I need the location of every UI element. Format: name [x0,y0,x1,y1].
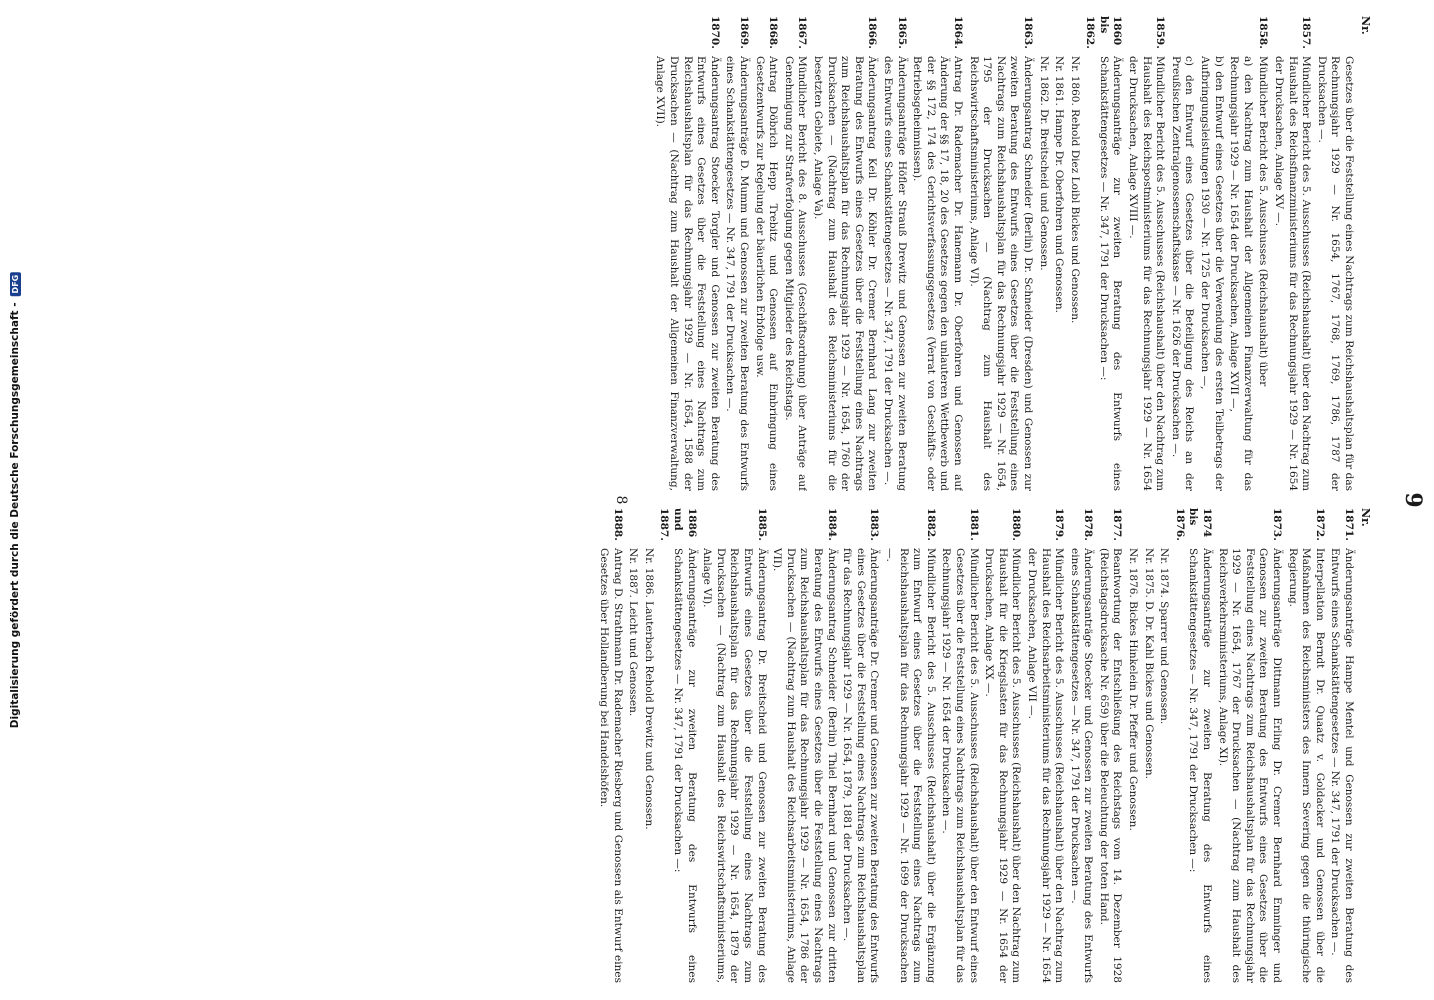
document-entry [1197,16,1224,491]
entry-text: Änderungsanträge Dittmann Erling Dr. Cremer Bernhard Emminger und Genossen zur zweiten Beratung des Entwurfs eines Gesetzes über die Feststellung eines Nachtrags zum Reichshaushaltsplan für das Rechnungsjahr 1929 — Nr. 1654, 1767 der Drucksachen — (Nachtrag zum Haushalt des Reichsverkehrsministeriums, Anlage XI). [1216,548,1284,983]
entry-text: Nr. 1886. Lauterbach Rehold Drewitz und Genossen. [642,548,655,830]
entry-text: Nr. 1862. Dr. Breitscheid und Genossen. [1037,56,1050,271]
entry-text: Änderungsanträge Dr. Cremer und Genossen zur zweiten Beratung des Entwurfs eines Gesetzes über die Feststellung eines Nachtrags zum Reichshaushaltsplan für das Rechnungsjahr 1929 — Nr. 1654, 1879, 1881 der Drucksachen —. [841,548,881,983]
entry-number: 1881. [967,508,980,541]
entry-text: Mündlicher Bericht des 5. Ausschusses (Reichshaushalt) über den Nachtrag zum Haushalt des Reichsarbeitsministeriums für das Rechnungsjahr 1929 — Nr. 1654 der Drucksachen, Anlage VII —. [1025,548,1066,983]
document-entry [939,508,980,983]
entry-text: Änderungsanträge zur zweiten Beratung des Entwurfs eines Schankstättengesetzes — Nr. 347, 1791 der Drucksachen —: [672,548,698,983]
entry-number: 1868. [767,16,780,49]
document-entry [1024,508,1065,983]
document-entry [653,16,721,491]
entry-text: Gesetzes über die Feststellung eines Nachtrags zum Reichshaushaltsplan für das Rechnungsjahr 1929 — Nr. 1654, 1767, 1768, 1769, 1786, 1787 der Drucksachen —. [1315,56,1355,491]
entry-text: Änderungsantrag Schneider (Berlin) Dr. Schneider (Dresden) und Genossen zur zweiten Beratung des Entwurfs eines Gesetzes über die Feststellung eines Nachtrags zum Reichshaushaltsplan für das Rechnungsjahr 1929 — Nr. 1654, 1795 der Drucksachen — (Nachtrag zum Haushalt des Reichswirtschaftsministeriums, Anlage VI). [967,56,1034,491]
entry-number: 1878. [1082,508,1095,541]
entry-number: 1880. [1010,508,1023,541]
document-entry [1096,508,1123,983]
entry-text: Interpellation Berndt Dr. Quaatz v. Goldacker und Genossen über die Maßnahmen des Reichsministers des Innern Severing gegen die thüringische Regierung. [1286,548,1326,983]
document-entry [1083,16,1124,491]
document-entry [1256,16,1270,491]
entry-text: Änderungsantrag Dr. Breitscheid und Genossen zur zweiten Beratung des Entwurfs eines Gesetzes über die Feststellung eines Nachtrags zum Reichshaushaltsplan für das Rechnungsjahr 1929 — Nr. 1654, 1879 der Drucksachen — (Nachtrag zum Haushalt des Reichswirtschaftsministeriums, Anlage VI). [701,548,768,983]
entry-text: Änderungsanträge Stoecker und Genossen zur zweiten Beratung des Entwurfs eines Schankstättengesetzes — Nr. 347, 1791 der Drucksachen —. [1068,548,1095,983]
entry-text: Mündlicher Bericht des 5. Ausschusses (Reichshaushalt) über den Entwurf eines Gesetzes über die Feststellung eines Nachtrags zum Reichshaushaltsplan für das Rechnungsjahr 1929 — Nr. 1654 der Drucksachen —. [940,548,980,983]
document-entry [1285,508,1326,983]
document-entry [882,508,936,983]
entry-number: 1874 bis 1876. [1173,508,1214,541]
entry-number: 1858. [1257,16,1270,49]
entry-text: c) den Entwurf eines Gesetzes über die Beteiligung des Reichs an der Preußischen Zentralgenossenschaftskasse — Nr. 1626 der Drucksachen —. [1169,56,1196,491]
entry-text: Antrag D. Strathmann Dr. Rademacher Riesberg und Genossen als Entwurf eines Gesetzes über Hollandberung bei Handelshöfen. [598,548,624,983]
digitization-note-text [9,272,21,728]
entry-text: Nr. 1860. Rehold Diez Loibl Bickes und Genossen. [1068,56,1081,324]
document-entry [982,508,1023,983]
document-entry [1052,16,1066,491]
entry-text: Änderungsantrag Keil Dr. Köhler Dr. Cremer Bernhard Lang zur zweiten Beratung des Entwurfs eines Gesetzes über die Feststellung eines Nachtrags zum Reichshaushaltsplan für das Rechnungsjahr 1929 — Nr. 1654, 1760 der Drucksachen — (Nachtrag zum Haushalt des Reichsministeriums für die besetzten Gebiete, Anlage Va). [812,56,879,491]
entry-number: 1870. [708,16,721,49]
entry-text: Änderungsanträge Höfler Strauß Drewitz und Genossen zur zweiten Beratung des Entwurfs eines Schankstättengesetzes — Nr. 347, 1791 der Drucksachen —. [882,56,908,491]
left-column [582,16,1372,491]
document-entry [1168,16,1195,491]
document-entry [1067,16,1081,491]
column-header: Nr. [1359,16,1372,35]
entry-number: 1884. [825,508,838,541]
document-entry [840,508,881,983]
document-entry [1036,16,1050,491]
entry-number: 1871. [1343,508,1355,541]
document-entry [781,16,808,491]
funding-statement: Digitalisierung gefördert durch die Deutsche Forschungsgemeinschaft - [9,302,21,729]
document-entry [1314,16,1355,491]
document-entry [1067,508,1094,983]
entry-text: Nr. 1887. Leicht und Genossen. [627,548,640,717]
document-entry [1215,508,1283,983]
entry-text: Änderungsanträge D. Mumm und Genossen zur zweiten Beratung des Entwurfs eines Schankstättengesetzes — Nr. 347, 1791 der Drucksachen —. [724,56,751,491]
entry-text: Mündlicher Bericht des 8. Ausschusses (Geschäftsordnung) über Anträge auf Genehmigung zur Strafverfolgung gegen Mitglieder des Reichstags. [782,56,809,491]
entry-number: 1886 und 1887. [658,508,698,541]
entry-text: Mündlicher Bericht des 5. Ausschusses (Reichshaushalt) über den Nachtrag zum Haushalt des Reichsfinanzministeriums für das Rechnungsjahr 1929 — Nr. 1654 der Drucksachen, Anlage XV —. [1273,56,1313,491]
entry-number: 1882. [924,508,937,541]
entry-number: 1859. [1154,16,1167,49]
entry-text: Nr. 1875. D. Dr. Kahl Bickes und Genossen. [1142,548,1155,779]
entry-number: 1888. [611,508,624,541]
document-entry [880,16,907,491]
document-entry [1126,16,1167,491]
footer-page-number: 8 [613,495,629,505]
entry-number: 1883. [868,508,881,541]
entry-number: 1873. [1271,508,1284,541]
entry-number: 1879. [1053,508,1066,541]
entry-number: 1877. [1111,508,1124,541]
document-entry [1271,16,1312,491]
entry-text: Änderungsanträge zur zweiten Beratung des Entwurfs eines Schankstättengesetzes — Nr. 347, 1791 der Drucksachen —: [1187,548,1214,983]
column-header: Nr. [1359,508,1372,527]
entry-number: 1872. [1313,508,1326,541]
entry-text: Änderungsantrag Schneider (Berlin) Thiel Bernhard und Genossen zur dritten Beratung des Entwurfs eines Gesetzes über die Feststellung eines Nachtrags zum Reichshaushaltsplan für das Rechnungsjahr 1929 — Nr. 1654, 1786 der Drucksachen — (Nachtrag zum Haushalt des Reichsarbeitsministeriums, Anlage VII). [771,548,838,983]
entry-number: 1867. [796,16,809,49]
digitization-note [0,0,30,1000]
document-entry [1227,16,1254,491]
entry-text: Mündlicher Bericht des 5. Ausschusses (Reichshaushalt) über den Nachtrag zum Haushalt für die Kriegslasten für das Rechnungsjahr 1929 — Nr. 1654 der Drucksachen, Anlage XX —. [983,548,1023,983]
entry-number: 1857. [1300,16,1313,49]
entry-number: 1885. [755,508,768,541]
document-entry [641,508,655,983]
document-entry [1172,508,1213,983]
document-entry [810,16,878,491]
document-entry [1157,508,1171,983]
entry-number: 1864. [951,16,964,49]
entry-text: Änderungsantrag Stoecker Torgler und Genossen zur zweiten Beratung des Entwurfs eines Gesetzes über die Feststellung eines Nachtrags zum Reichshaushaltsplan für das Rechnungsjahr 1929 — Nr. 1654, 1588 der Drucksachen — (Nachtrag zum Haushalt der Allgemeinen Finanzverwaltung, Anlage XVII). [654,56,721,491]
page-number: 9 [1400,492,1426,508]
dfg-logo: DFG [10,272,21,297]
document-entry [752,16,779,491]
entry-number: 1860 bis 1862. [1084,16,1124,49]
document-entry [910,16,964,491]
entry-text: Änderungsanträge Hampe Mentel und Genossen zur zweiten Beratung des Entwurfs eines Schankstättengesetzes — Nr. 347, 1791 der Drucksachen —. [1329,548,1355,983]
entry-text: Antrag Dr. Rademacher Dr. Hanemann Dr. Oberfohren und Genossen auf Änderung der §§ 17, 18, 20 des Gesetzes gegen den unlauteren Wettbewerb und der §§ 172, 174 des Gerichtsverfassungsgesetzes (Verrat von Geschäfts- oder Betriebsgeheimnissen). [911,56,964,491]
entry-number: 1863. [1021,16,1034,49]
right-column [582,508,1372,983]
entry-text: Mündlicher Bericht des 5. Ausschusses (Reichshaushalt) über den Nachtrag zum Haushalt des Reichspostministeriums für das Rechnungsjahr 1929 — Nr. 1654 der Drucksachen, Anlage XVIII —. [1127,56,1167,491]
entry-text: Nr. 1876. Bickes Hinkelein Dr. Pfeffer und Genossen. [1127,548,1140,831]
document-entry [1126,508,1140,983]
entry-text: Mündlicher Bericht des 5. Ausschusses (Reichshaushalt) über [1257,56,1270,387]
document-entry [723,16,750,491]
entry-text: Nr. 1874. Sparrer und Genossen. [1158,548,1171,725]
entry-text: Änderungsanträge zur zweiten Beratung des Entwurfs eines Schankstättengesetzes — Nr. 347, 1791 der Drucksachen —: [1097,56,1124,491]
entry-number: 1865. [895,16,908,49]
entry-number: 1869. [738,16,751,49]
entry-text: a) den Nachtrag zum Haushalt der Allgemeinen Finanzverwaltung für das Rechnungsjahr 1929 — Nr. 1654 der Drucksachen, Anlage XVII —, [1228,56,1254,491]
entry-text: b) den Entwurf eines Gesetzes über die Verwendung des ersten Teilbetrags der Aufbringungsleistungen 1930 — Nr. 1725 der Drucksachen —, [1199,56,1225,491]
document-entry [1141,508,1155,983]
entry-text: Nr. 1861. Hampe Dr. Oberfohren und Genossen. [1053,56,1066,313]
document-entry [770,508,838,983]
entry-text: Mündlicher Bericht des 5. Ausschusses (Reichshaushalt) über die Ergänzung zum Entwurf eines Gesetzes über die Feststellung eines Nachtrags zum Reichshaushaltsplan für das Rechnungsjahr 1929 — Nr. 1699 der Drucksachen —. [884,548,937,983]
entry-text: Beantwortung der Entschließung des Reichstags vom 14. Dezember 1928 (Reichstagsdrucksache Nr. 659) über die Beleuchtung der toten Hand. [1097,548,1124,983]
document-entry [700,508,768,983]
entry-text: Antrag Döbrich Hepp Trebitz und Genossen auf Einbringung eines Gesetzentwurfs zur Regelung der bäuerlichen Erbfolge usw. [753,56,780,491]
document-entry [1328,508,1355,983]
entry-number: 1866. [866,16,879,49]
document-entry [657,508,698,983]
document-entry [966,16,1034,491]
